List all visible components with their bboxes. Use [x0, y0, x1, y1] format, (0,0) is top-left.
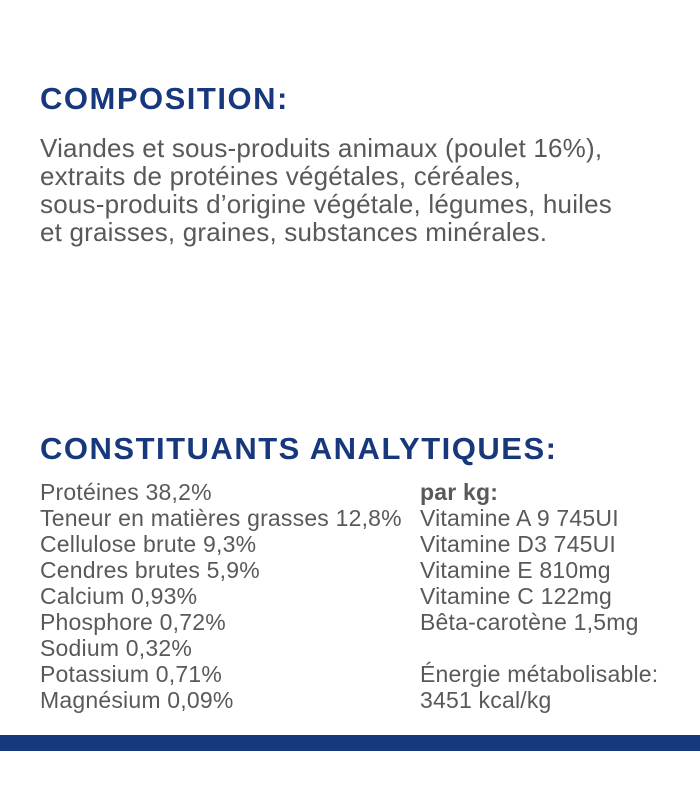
composition-line: extraits de protéines végétales, céréales,	[40, 161, 521, 191]
nutrient-item: Teneur en matières grasses 12,8%	[40, 505, 402, 531]
nutrient-column	[40, 479, 415, 713]
composition-line: et graisses, graines, substances minérales.	[40, 217, 548, 247]
energy-label: Énergie métabolisable:	[420, 661, 659, 687]
nutrient-list	[40, 479, 415, 713]
nutrient-item: Phosphore 0,72%	[40, 609, 226, 635]
vitamin-item: Vitamine C 122mg	[420, 583, 612, 609]
nutrient-item: Magnésium 0,09%	[40, 687, 234, 713]
composition-heading: COMPOSITION:	[40, 81, 289, 116]
column-spacer	[420, 635, 690, 661]
nutrient-item: Potassium 0,71%	[40, 661, 222, 687]
vitamin-item: Bêta-carotène 1,5mg	[420, 609, 639, 635]
per-kg-label: par kg:	[420, 479, 499, 505]
composition-line: Viandes et sous-produits animaux (poulet 16%),	[40, 133, 603, 163]
vitamin-item: Vitamine D3 745UI	[420, 531, 617, 557]
vitamin-item: Vitamine A 9 745UI	[420, 505, 619, 531]
per-kg-column	[420, 479, 690, 713]
composition-line: sous-produits d’origine végétale, légumes, huiles	[40, 189, 613, 219]
energy-value: 3451 kcal/kg	[420, 687, 552, 713]
vitamin-item: Vitamine E 810mg	[420, 557, 611, 583]
nutrient-item: Cellulose brute 9,3%	[40, 531, 257, 557]
nutrient-item: Cendres brutes 5,9%	[40, 557, 260, 583]
analytical-heading: CONSTITUANTS ANALYTIQUES:	[40, 431, 558, 466]
nutrient-item: Calcium 0,93%	[40, 583, 198, 609]
nutrient-item: Sodium 0,32%	[40, 635, 192, 661]
nutrient-item: Protéines 38,2%	[40, 479, 212, 505]
composition-text	[40, 134, 612, 246]
bottom-divider-bar	[0, 735, 700, 751]
